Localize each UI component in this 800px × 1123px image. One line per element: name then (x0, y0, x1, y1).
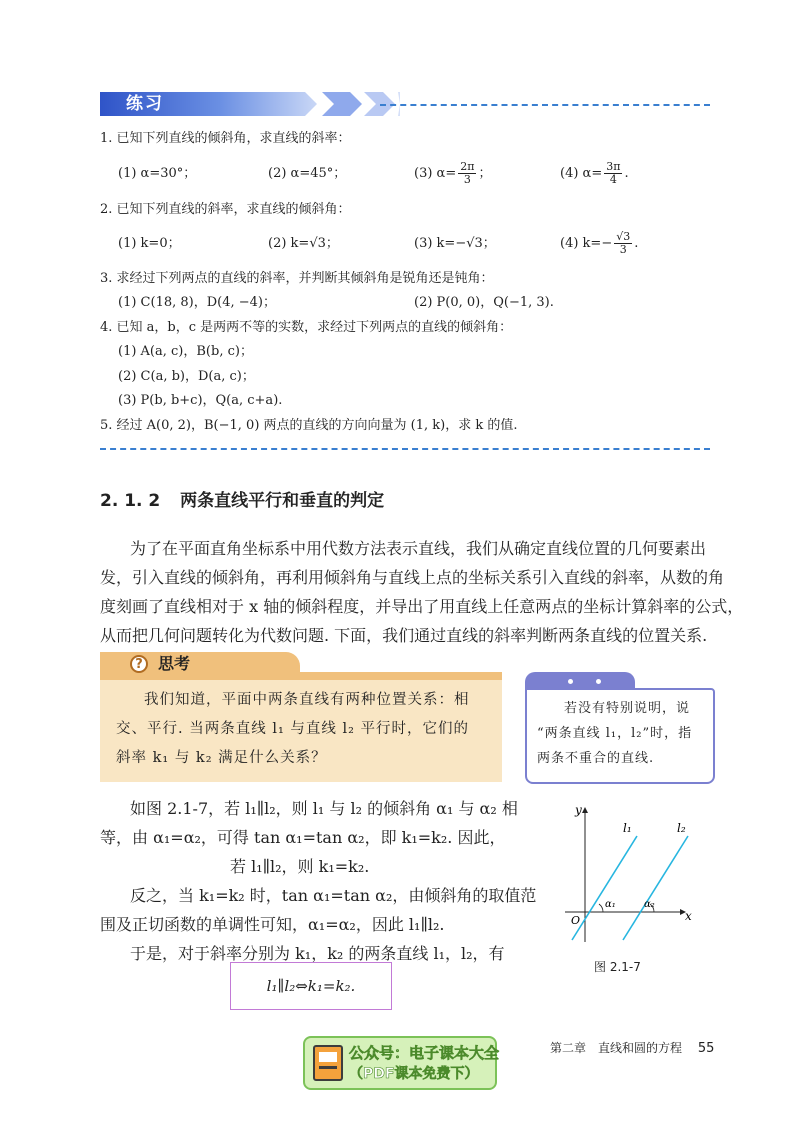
book-icon-spine (319, 1066, 337, 1069)
fraction-denominator: 3 (619, 243, 627, 256)
exercises-end-rule (100, 448, 710, 450)
section-title: 两条直线平行和垂直的判定 (180, 491, 385, 511)
origin-label: O (571, 914, 581, 927)
exercise-2-d (560, 226, 638, 262)
question-icon-glyph: ? (135, 657, 143, 672)
exercise-4-c: (3) P(b, b+c)，Q(a, c+a). (118, 393, 283, 408)
binder-dot (568, 679, 573, 684)
exercise-2-d-prefix: (4) k=− (560, 236, 613, 251)
formula: l₁∥l₂⇔k₁=k₂. (266, 977, 356, 995)
banner-dashed-rule (380, 104, 710, 106)
exercise-2-d-fraction (614, 231, 632, 256)
page-footer (550, 1040, 714, 1057)
fraction-numerator: √3 (616, 230, 631, 243)
think-title: 思考 (158, 654, 191, 673)
watermark-line-2: （PDF课本免费下） (349, 1066, 479, 1082)
exercise-2-b: (2) k=√3； (268, 236, 339, 251)
think-line: 我们知道，平面中两条直线有两种位置关系：相 (144, 692, 470, 708)
question-icon (130, 655, 148, 673)
exercise-4-a: (1) A(a, c)，B(b, c)； (118, 344, 253, 359)
side-note-text (537, 696, 711, 771)
angle-a1-arc (599, 904, 603, 912)
book-icon (313, 1045, 343, 1081)
exercise-2-a: (1) k=0； (118, 236, 181, 251)
exercise-1-c-prefix: (3) α= (414, 166, 457, 181)
exercise-1-d (560, 156, 629, 192)
side-note (525, 672, 715, 784)
alpha1-label: α₁ (605, 899, 616, 910)
side-note-line: “两条直线 l₁，l₂”时，指 (537, 726, 693, 741)
formula-box (230, 962, 392, 1010)
think-text (116, 686, 496, 773)
exercise-4-b: (2) C(a, b)，D(a, c)； (118, 369, 255, 384)
body-line: 若 l₁∥l₂，则 k₁=k₂. (230, 857, 370, 876)
intro-line: 度刻画了直线相对于 x 轴的倾斜程度，并导出了用直线上任意两点的坐标计算斜率的公式， (100, 597, 744, 616)
exercise-2: 2. 已知下列直线的斜率，求直线的倾斜角： (100, 202, 351, 217)
exercise-1-c (414, 156, 491, 192)
exercise-1: 1. 已知下列直线的倾斜角，求直线的斜率： (100, 131, 351, 146)
exercise-2-c: (3) k=−√3； (414, 236, 496, 251)
intro-line: 从而把几何问题转化为代数问题. 下面，我们通过直线的斜率判断两条直线的位置关系. (100, 626, 708, 645)
intro-line: 发，引入直线的倾斜角，再利用倾斜角与直线上点的坐标关系引入直线的斜率，从数的角 (100, 568, 725, 587)
x-axis-label: x (685, 909, 692, 923)
body-line: 如图 2.1-7，若 l₁∥l₂，则 l₁ 与 l₂ 的倾斜角 α₁ 与 α₂ 相 (130, 799, 518, 818)
body-line: 围及正切函数的单调性可知，α₁=α₂，因此 l₁∥l₂. (100, 915, 445, 934)
body-line: 于是，对于斜率分别为 k₁，k₂ 的两条直线 l₁，l₂，有 (130, 944, 505, 963)
figure-caption: 图 2.1-7 (594, 960, 641, 974)
exercise-1-d-fraction (604, 161, 622, 186)
think-line: 交、平行. 当两条直线 l₁ 与直线 l₂ 平行时，它们的 (116, 721, 470, 737)
figure-2-1-7 (545, 796, 710, 946)
exercise-1-a: (1) α=30°； (118, 166, 197, 181)
side-note-line: 两条不重合的直线. (537, 751, 655, 766)
side-note-line: 若没有特别说明，说 (564, 701, 691, 716)
think-box (100, 652, 502, 782)
section-heading (100, 490, 384, 512)
exercise-1-d-prefix: (4) α= (560, 166, 603, 181)
fraction-numerator: 3π (606, 160, 621, 173)
banner-label: 练习 (126, 94, 164, 114)
page-number: 55 (697, 1041, 715, 1056)
exercise-3-b: (2) P(0, 0)，Q(−1, 3). (414, 295, 554, 310)
body-text (100, 794, 537, 968)
l2-label: l₂ (677, 821, 686, 835)
exercise-3: 3. 求经过下列两点的直线的斜率，并判断其倾斜角是锐角还是钝角： (100, 271, 494, 286)
chapter-title: 第二章 直线和圆的方程 (550, 1041, 683, 1055)
exercise-1-c-fraction (458, 161, 476, 186)
section-number: 2. 1. 2 (100, 491, 161, 511)
body-line: 反之，当 k₁=k₂ 时，tan α₁=tan α₂，由倾斜角的取值范 (130, 886, 537, 905)
line-l1 (572, 836, 637, 940)
intro-paragraph (100, 534, 744, 650)
y-axis-label: y (575, 803, 582, 817)
exercise-1-c-suffix: ； (478, 166, 492, 181)
exercise-1-b: (2) α=45°； (268, 166, 347, 181)
intro-line: 为了在平面直角坐标系中用代数方法表示直线，我们从确定直线位置的几何要素出 (130, 539, 707, 558)
book-icon-page (319, 1052, 337, 1062)
exercise-1-d-suffix: . (624, 166, 629, 181)
exercise-2-d-suffix: . (634, 236, 639, 251)
alpha2-label: α₂ (644, 899, 655, 910)
body-line: 等，由 α₁=α₂，可得 tan α₁=tan α₂，即 k₁=k₂. 因此， (100, 828, 506, 847)
think-line: 斜率 k₁ 与 k₂ 满足什么关系？ (116, 750, 327, 766)
fraction-denominator: 3 (463, 173, 471, 186)
practice-banner (100, 92, 400, 116)
fraction-numerator: 2π (460, 160, 475, 173)
exercise-3-a: (1) C(18, 8)，D(4, −4)； (118, 295, 276, 310)
watermark-line-1: 公众号：电子课本大全 (349, 1044, 500, 1062)
binder-dot (596, 679, 601, 684)
exercise-4: 4. 已知 a，b，c 是两两不等的实数，求经过下列两点的直线的倾斜角： (100, 320, 513, 335)
line-l2 (623, 836, 688, 940)
fraction-denominator: 4 (609, 173, 617, 186)
l1-label: l₁ (623, 821, 632, 835)
exercise-5: 5. 经过 A(0, 2)，B(−1, 0) 两点的直线的方向向量为 (1, k)，求 k 的值. (100, 418, 518, 433)
watermark-badge (303, 1036, 500, 1090)
